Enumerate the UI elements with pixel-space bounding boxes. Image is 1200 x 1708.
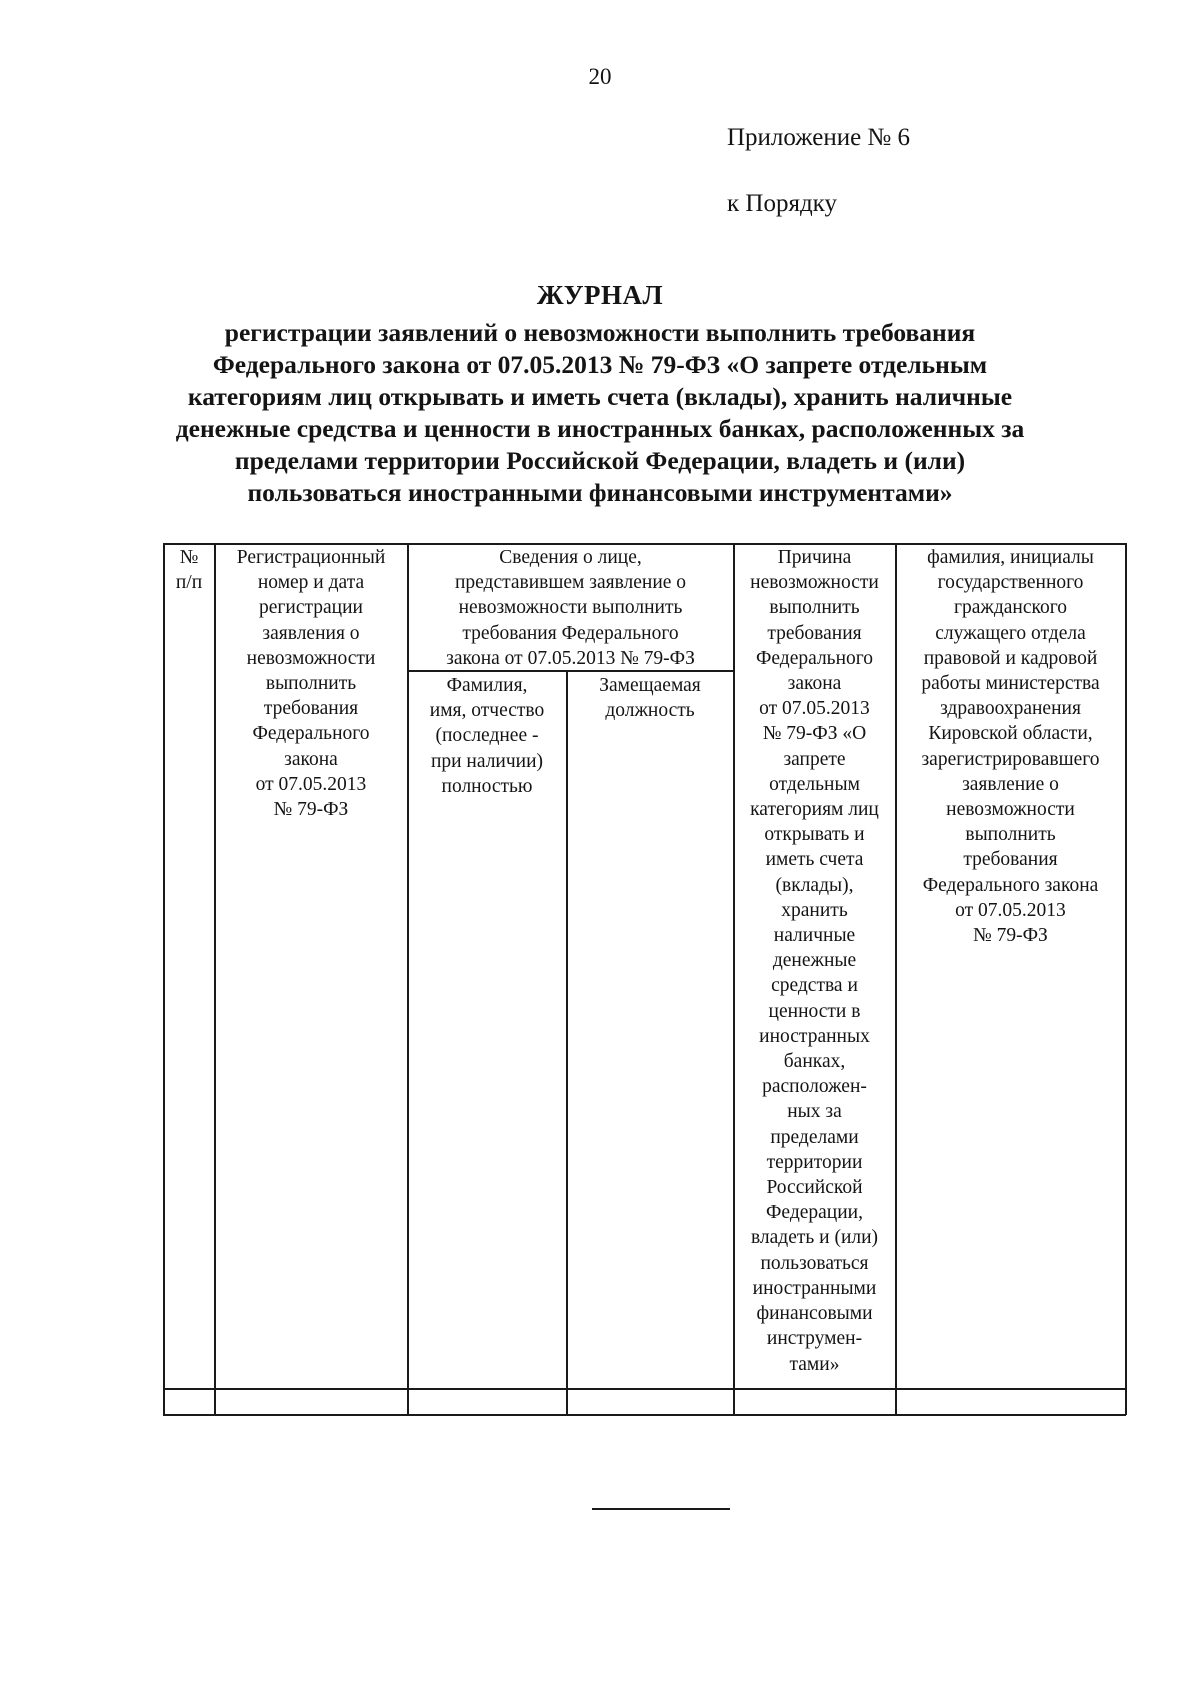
subtitle-line: пределами территории Российской Федерации, владеть и (или) — [234, 446, 966, 475]
document-title: ЖУРНАЛ — [536, 280, 664, 310]
header-position: Замещаемая должность — [599, 675, 701, 722]
header-person-group: Сведения о лице, представившем заявление о невозможности выполнить требования Федерального закона от 07.05.2013 № 79-ФЗ — [446, 547, 695, 669]
closing-rule — [592, 1508, 730, 1510]
subtitle-line: категориям лиц открывать и иметь счета (вклады), хранить наличные — [187, 382, 1013, 411]
table-border-bottom — [163, 1414, 1126, 1416]
header-full-name: Фамилия, имя, отчество (последнее - при наличии) полностью — [429, 675, 545, 797]
header-officer: фамилия, инициалы государственного гражданского служащего отдела правовой и кадровой работы министерства здравоохранения Кировской области, зарегистрировавшего заявление о невозможности выполнить требования Федерального закона от 07.05.2013 № 79-ФЗ — [921, 547, 1100, 947]
page-number: 20 — [588, 64, 612, 89]
table-border-left — [163, 543, 165, 1415]
subtitle-line: Федерального закона от 07.05.2013 № 79-ФЗ «О запрете отдельным — [212, 350, 988, 379]
header-bottom-rule — [163, 1388, 1126, 1390]
subtitle-line: пользоваться иностранными финансовыми инструментами» — [247, 478, 953, 507]
appendix-number: Приложение № 6 — [727, 124, 911, 151]
appendix-reference: к Порядку — [727, 190, 837, 217]
subtitle-line: денежные средства и ценности в иностранных банках, расположенных за — [175, 414, 1025, 443]
header-number: № п/п — [175, 547, 203, 594]
subtitle-line: регистрации заявлений о невозможности выполнить требования — [224, 318, 976, 347]
header-registration: Регистрационный номер и дата регистрации заявления о невозможности выполнить требования Федерального закона от 07.05.2013 № 79-ФЗ — [236, 547, 386, 821]
header-reason: Причина невозможности выполнить требования Федерального закона от 07.05.2013 № 79-ФЗ «О запрете отдельным категориям лиц открывать и иметь счета (вклады), хранить наличные денежные средства и ценности в иностранных банках, расположен- ных за пределами территории Российской Федерации, владеть и (или) пользоваться иностранными финансовыми инструмен- тами» — [750, 547, 879, 1375]
